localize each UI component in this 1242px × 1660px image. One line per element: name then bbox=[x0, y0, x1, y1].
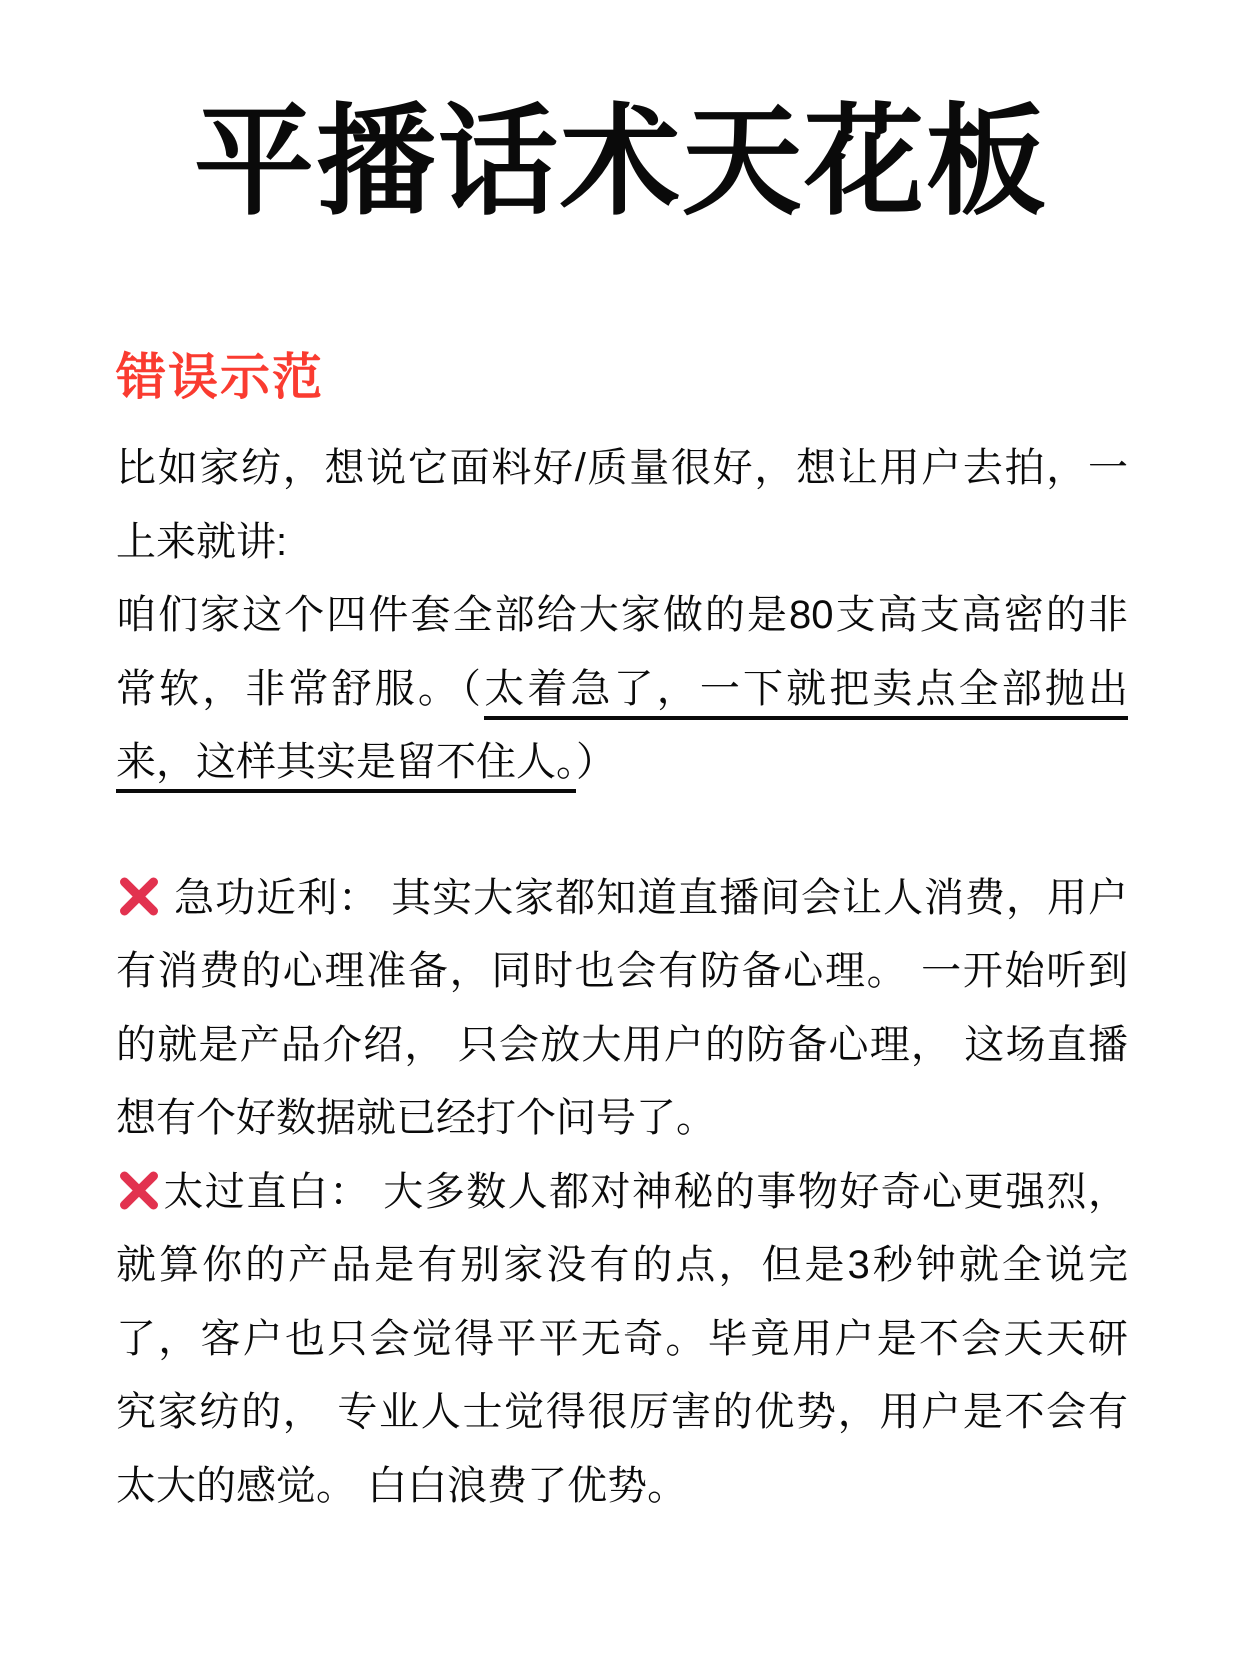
text-line bbox=[116, 1376, 1128, 1450]
text-segment: 太过直白： 大多数人都对神秘的事物好奇心更强烈， bbox=[162, 1169, 1128, 1214]
text-segment: 上来就讲: bbox=[116, 519, 288, 564]
text-line bbox=[116, 862, 1128, 936]
paragraph-script-example bbox=[116, 579, 1128, 800]
text-line bbox=[116, 935, 1128, 1009]
text-segment: 咱们家这个四件套全部给大家做的是80支高支高密的非 bbox=[116, 593, 1128, 637]
text-segment: ） bbox=[576, 740, 616, 784]
text-segment: 太大的感觉。 白白浪费了优势。 bbox=[116, 1463, 688, 1508]
text-segment: 常软，非常舒服。（ bbox=[116, 666, 485, 711]
text-segment: 想有个好数据就已经打个问号了。 bbox=[116, 1096, 716, 1140]
x-mark-icon bbox=[116, 876, 162, 916]
text-line bbox=[116, 579, 1128, 653]
x-mark-icon bbox=[116, 1170, 162, 1210]
section-heading: 错误示范 bbox=[116, 349, 324, 405]
text-line bbox=[116, 1156, 1128, 1230]
text-line bbox=[116, 506, 1128, 580]
text-segment: 的就是产品介绍， 只会放大用户的防备心理， 这场直播 bbox=[116, 1022, 1128, 1067]
text-line bbox=[116, 653, 1128, 727]
text-line bbox=[116, 1450, 1128, 1524]
underlined-text: 来，这样其实是留不住人。 bbox=[116, 740, 576, 793]
text-segment: 比如家纺，想说它面料好/质量很好，想让用户去拍，一 bbox=[116, 446, 1128, 490]
paragraph-mistake-eager-for-quick-success bbox=[116, 862, 1128, 1156]
text-line bbox=[116, 726, 1128, 800]
text-segment: 急功近利： 其实大家都知道直播间会让人消费，用户 bbox=[162, 875, 1128, 920]
text-line bbox=[116, 1082, 1128, 1156]
text-segment: 究家纺的， 专业人士觉得很厉害的优势，用户是不会有 bbox=[116, 1390, 1128, 1434]
text-line bbox=[116, 1009, 1128, 1083]
page-title: 平播话术天花板 bbox=[194, 95, 1048, 229]
paragraphs bbox=[116, 432, 1128, 1523]
paragraph-intro bbox=[116, 432, 1128, 579]
text-segment: 了，客户也只会觉得平平无奇。毕竟用户是不会天天研 bbox=[116, 1316, 1128, 1361]
underlined-text: 太着急了，一下就把卖点全部抛出 bbox=[484, 667, 1128, 720]
paragraph-mistake-too-blunt bbox=[116, 1156, 1128, 1524]
text-segment: 就算你的产品是有别家没有的点，但是3秒钟就全说完 bbox=[116, 1243, 1128, 1287]
text-segment: 有消费的心理准备，同时也会有防备心理。 一开始听到 bbox=[116, 949, 1128, 993]
text-line bbox=[116, 1303, 1128, 1377]
text-line bbox=[116, 1229, 1128, 1303]
text-line bbox=[116, 432, 1128, 506]
